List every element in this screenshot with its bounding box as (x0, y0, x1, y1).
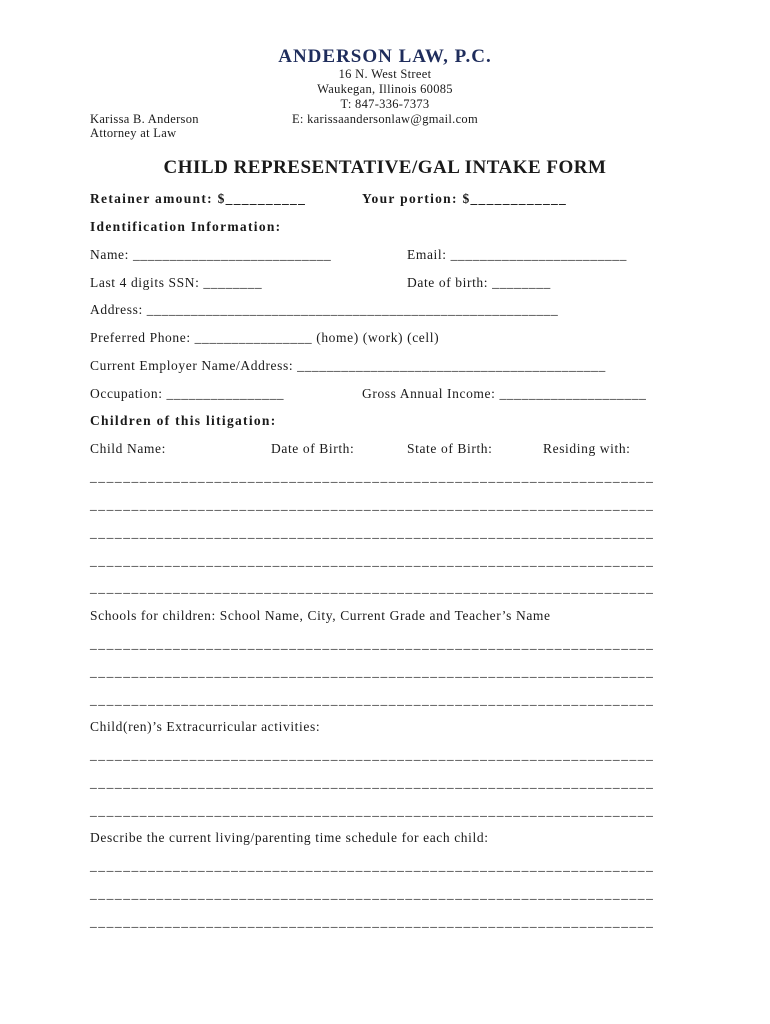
extracurricular-label: Child(ren)’s Extracurricular activities: (90, 719, 321, 734)
address-field[interactable]: Address: ________________________________________________________ (90, 302, 559, 317)
children-entry-line[interactable]: ____________________________________________________________________ (90, 525, 655, 540)
email-field[interactable]: Email: ________________________ (407, 247, 627, 262)
income-field[interactable]: Gross Annual Income: ____________________ (362, 386, 647, 401)
col-child-name: Child Name: (90, 441, 166, 456)
children-entry-line[interactable]: ____________________________________________________________________ (90, 469, 655, 484)
schedule-entry-line[interactable]: ____________________________________________________________________ (90, 914, 655, 929)
children-entry-line[interactable]: ____________________________________________________________________ (90, 580, 655, 595)
firm-name: ANDERSON LAW, P.C. (278, 46, 492, 67)
col-date-of-birth: Date of Birth: (271, 441, 355, 456)
extracurricular-entry-line[interactable]: ____________________________________________________________________ (90, 803, 655, 818)
firm-email: E: karissaandersonlaw@gmail.com (291, 112, 479, 126)
children-heading: Children of this litigation: (90, 413, 277, 428)
schools-label: Schools for children: School Name, City, Current Grade and Teacher’s Name (90, 608, 551, 623)
children-entry-line[interactable]: ____________________________________________________________________ (90, 497, 655, 512)
col-residing-with: Residing with: (543, 441, 631, 456)
schools-entry-line[interactable]: ____________________________________________________________________ (90, 692, 655, 707)
attorney-title: Attorney at Law (90, 126, 177, 140)
schools-entry-line[interactable]: ____________________________________________________________________ (90, 636, 655, 651)
occupation-field[interactable]: Occupation: ________________ (90, 386, 285, 401)
extracurricular-entry-line[interactable]: ____________________________________________________________________ (90, 775, 655, 790)
firm-street: 16 N. West Street (338, 67, 432, 81)
col-state-of-birth: State of Birth: (407, 441, 493, 456)
schedule-label: Describe the current living/parenting time schedule for each child: (90, 830, 489, 845)
attorney-name: Karissa B. Anderson (90, 112, 199, 126)
identification-heading: Identification Information: (90, 219, 282, 234)
name-field[interactable]: Name: ___________________________ (90, 247, 332, 262)
extracurricular-entry-line[interactable]: ____________________________________________________________________ (90, 747, 655, 762)
ssn-field[interactable]: Last 4 digits SSN: ________ (90, 275, 263, 290)
schools-entry-line[interactable]: ____________________________________________________________________ (90, 664, 655, 679)
firm-phone: T: 847-336-7373 (340, 97, 430, 111)
dob-field[interactable]: Date of birth: ________ (407, 275, 551, 290)
schedule-entry-line[interactable]: ____________________________________________________________________ (90, 886, 655, 901)
schedule-entry-line[interactable]: ____________________________________________________________________ (90, 858, 655, 873)
firm-city: Waukegan, Illinois 60085 (317, 82, 453, 96)
employer-field[interactable]: Current Employer Name/Address: __________________________________________ (90, 358, 606, 373)
your-portion-field[interactable]: Your portion: $____________ (362, 191, 568, 206)
preferred-phone-field[interactable]: Preferred Phone: ________________ (home) (work) (cell) (90, 330, 440, 345)
form-title: CHILD REPRESENTATIVE/GAL INTAKE FORM (163, 157, 607, 178)
retainer-amount-field[interactable]: Retainer amount: $__________ (90, 191, 307, 206)
children-entry-line[interactable]: ____________________________________________________________________ (90, 553, 655, 568)
